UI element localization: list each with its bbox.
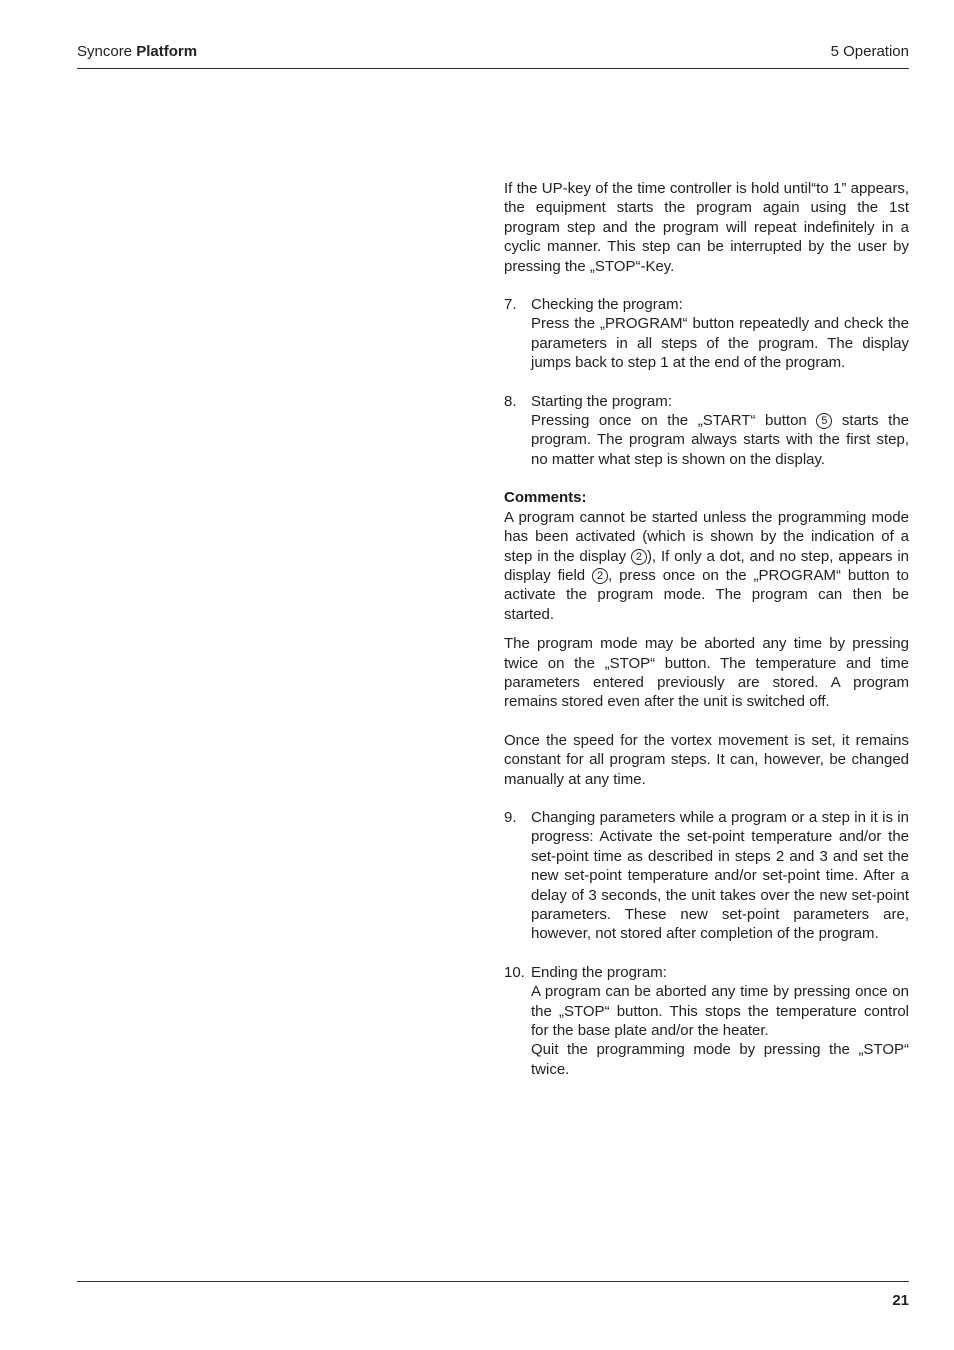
step-title: Checking the program: xyxy=(531,296,683,314)
section-title: 5 Operation xyxy=(830,43,909,60)
comments-text-c: , press once on the „PROGRAM“ button to activate the program mode. The program can then be started. xyxy=(504,566,910,623)
circled-number-marker: 2 xyxy=(631,549,647,565)
intro-paragraph: If the UP-key of the time controller is hold until“to 1” appears, the equipment starts the program again using the 1st program step and the program will repeat indefinitely in a cyclic manner. This step can be interrupted by the user by pressing the „STOP“-Key. xyxy=(504,180,909,275)
step-text-a: Pressing once on the „START“ button xyxy=(531,412,817,430)
brand-name xyxy=(77,43,197,60)
step-title: Starting the program: xyxy=(531,392,672,410)
step-number: 10. xyxy=(504,963,525,981)
step-text-b: starts the program. The program always starts with the first step, no matter what step is shown on the display. xyxy=(531,412,910,468)
comments-text-a: A program cannot be started unless the programming mode has been activated (which is shown by the indication of a step in the display xyxy=(504,508,909,565)
step-text-2: Quit the programming mode by pressing the „STOP“ twice. xyxy=(531,1041,909,1078)
brand-prefix: Syncore xyxy=(77,43,137,60)
circled-number-marker: 5 xyxy=(816,413,832,429)
step-text: A program can be aborted any time by pressing once on the „STOP“ button. This stops the temperature control for the base plate and/or the heater. xyxy=(531,983,909,1040)
comments-paragraph-2: The program mode may be aborted any time by pressing twice on the „STOP“ button. The temperature and time parameters entered previously are stored. A program remains stored even after the unit is switched off. xyxy=(504,635,909,711)
step-text xyxy=(531,411,909,469)
comments-paragraph-1 xyxy=(504,508,909,624)
step-title: Ending the program: xyxy=(531,963,667,981)
step-8 xyxy=(504,392,909,470)
brand-bold: Platform xyxy=(136,43,198,60)
step-text: Changing parameters while a program or a step in it is in progress: Activate the set-point temperature and/or the set-point time as described in steps 2 and 3 and set the new set-point temperature and/or set-point time. After a delay of 3 seconds, the unit takes over the new set-point parameters. These new set-point parameters are, however, not stored after completion of the program. xyxy=(531,808,909,943)
comments-heading: Comments: xyxy=(504,489,587,507)
step-number: 7. xyxy=(504,296,517,314)
comments-text-b: ), If only a dot, and no step, appears in display field xyxy=(504,547,909,584)
page-header xyxy=(77,43,909,69)
step-9 xyxy=(504,808,909,944)
page-footer xyxy=(77,1281,909,1309)
step-number: 8. xyxy=(504,392,517,410)
page-number: 21 xyxy=(892,1292,909,1309)
step-number: 9. xyxy=(504,808,517,826)
main-content xyxy=(504,179,909,1079)
step-7 xyxy=(504,295,909,373)
comments-paragraph-3: Once the speed for the vortex movement is set, it remains constant for all program steps. It can, however, be changed manually at any time. xyxy=(504,731,909,788)
circled-number-marker: 2 xyxy=(592,568,608,584)
step-10 xyxy=(504,963,909,1079)
step-text: Press the „PROGRAM“ button repeatedly and check the parameters in all steps of the program. The display jumps back to step 1 at the end of the program. xyxy=(531,315,909,372)
